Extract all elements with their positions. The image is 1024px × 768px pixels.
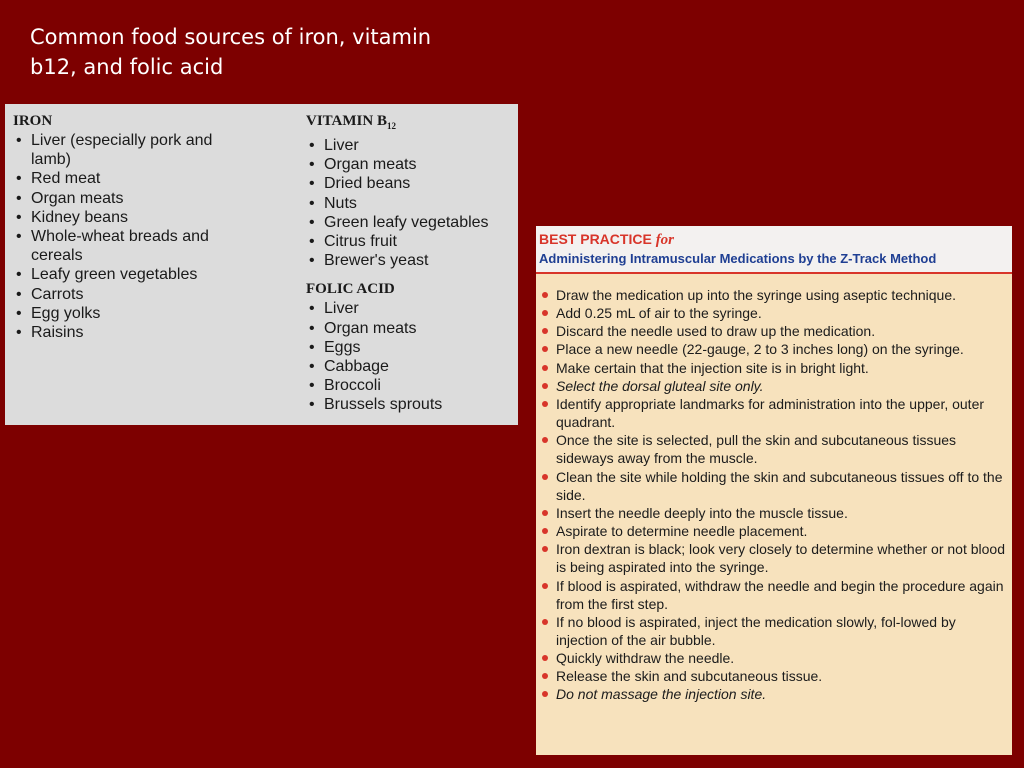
list-item: • Egg yolks [13,304,303,323]
list-item: Identify appropriate landmarks for administration into the upper, outer quadrant. [539,395,1009,431]
list-item: Release the skin and subcutaneous tissue. [539,667,1009,685]
vitamin-b12-heading-subscript: 12 [386,121,396,131]
list-item: Discard the needle used to draw up the medication. [539,322,1009,340]
list-item: • Citrus fruit [306,232,516,251]
list-item: Make certain that the injection site is in bright light. [539,359,1009,377]
vitamin-b12-list [306,136,516,270]
list-item: • Kidney beans [13,208,303,227]
list-item: • Red meat [13,169,303,188]
list-item: • Carrots [13,285,303,304]
best-practice-label [539,230,674,249]
list-item: If no blood is aspirated, inject the medication slowly, fol-lowed by injection of the air bubble. [539,613,1009,649]
folic-acid-list [306,299,516,414]
list-item: • Liver [306,136,516,155]
slide-title-line-1: Common food sources of iron, vitamin [30,25,432,49]
list-item: • Brewer's yeast [306,251,516,270]
vitamin-b12-heading-text: VITAMIN B [306,113,387,129]
iron-list [13,131,303,342]
list-item: • Whole-wheat breads and [13,227,303,246]
list-item: Select the dorsal gluteal site only. [539,377,1009,395]
list-item: • Raisins [13,323,303,342]
slide-title [30,22,500,82]
list-item: Add 0.25 mL of air to the syringe. [539,304,1009,322]
best-practice-subtitle: Administering Intramuscular Medications by the Z-Track Method [539,251,937,266]
list-item: If blood is aspirated, withdraw the needle and begin the procedure again from the first step. [539,577,1009,613]
list-item: • Dried beans [306,174,516,193]
best-practice-header [536,226,1012,272]
best-practice-panel [536,226,1012,755]
slide-title-line-2: b12, and folic acid [30,55,224,79]
list-item: Draw the medication up into the syringe using aseptic technique. [539,286,1009,304]
list-item: • Leafy green vegetables [13,265,303,284]
list-item: Once the site is selected, pull the skin and subcutaneous tissues sideways away from the muscle. [539,431,1009,467]
list-item: • Eggs [306,338,516,357]
list-item: • Broccoli [306,376,516,395]
list-item: Insert the needle deeply into the muscle tissue. [539,504,1009,522]
list-item: • Organ meats [306,319,516,338]
folic-acid-heading: FOLIC ACID [306,281,395,298]
list-item: cereals [31,247,83,265]
list-item: • Cabbage [306,357,516,376]
list-item: Do not massage the injection site. [539,685,1009,703]
list-item: • Green leafy vegetables [306,213,516,232]
best-practice-label-text: BEST PRACTICE [539,231,652,247]
iron-column [13,112,303,342]
list-item: Place a new needle (22-gauge, 2 to 3 inches long) on the syringe. [539,340,1009,358]
list-item: Aspirate to determine needle placement. [539,522,1009,540]
iron-heading: IRON [13,113,53,129]
best-practice-for: for [655,232,675,248]
list-item: lamb) [31,151,72,169]
list-item: • Organ meats [306,155,516,174]
list-item: Clean the site while holding the skin and subcutaneous tissues off to the side. [539,468,1009,504]
list-item: • Nuts [306,194,516,213]
vitamin-folic-column [306,112,516,415]
list-item: • Brussels sprouts [306,395,516,414]
vitamin-b12-heading [306,112,516,136]
best-practice-steps [539,286,1009,704]
list-item: • Liver (especially pork and [13,131,303,150]
list-item: Iron dextran is black; look very closely to determine whether or not blood is being aspirated into the syringe. [539,540,1009,576]
list-item: • Organ meats [13,189,303,208]
food-sources-panel [5,104,518,425]
list-item: • Liver [306,299,516,318]
list-item: Quickly withdraw the needle. [539,649,1009,667]
header-divider [536,272,1012,274]
